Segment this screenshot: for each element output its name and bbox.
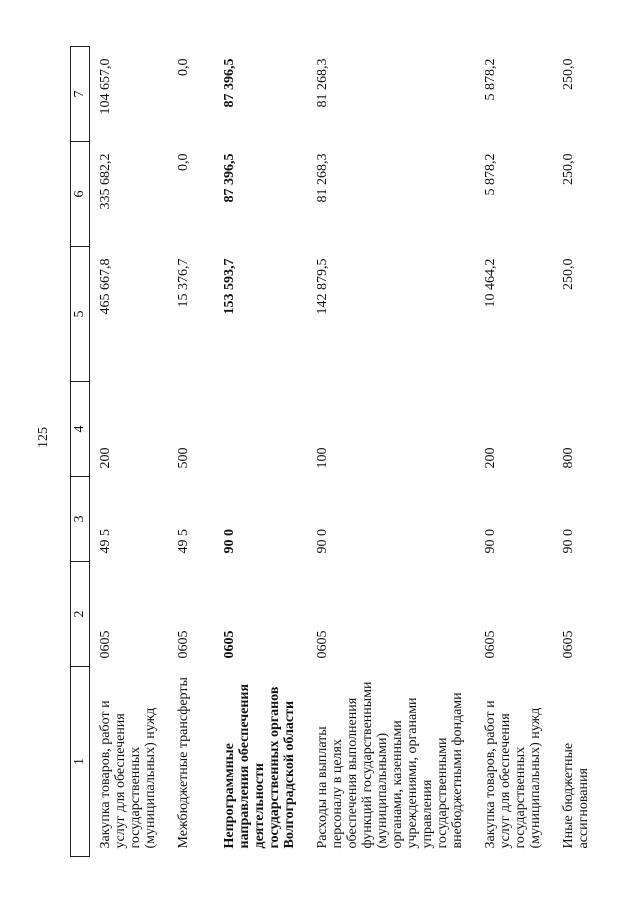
page-number: 125 <box>36 427 51 448</box>
target-code: 90 0 <box>561 529 576 554</box>
header-col-3: 3 <box>71 477 90 562</box>
table-row <box>553 47 601 857</box>
amount-col-5: 15 376,7 <box>176 258 191 308</box>
amount-col-6: 335 682,2 <box>98 153 113 210</box>
target-code: 49 5 <box>98 529 113 554</box>
header-col-4: 4 <box>71 382 90 477</box>
amount-col-6: 87 396,5 <box>222 153 237 203</box>
section-code: 0605 <box>561 630 576 659</box>
amount-col-7: 5 878,2 <box>483 58 498 101</box>
expense-type: 500 <box>176 447 191 469</box>
header-col-2: 2 <box>71 562 90 667</box>
table-row <box>168 47 214 857</box>
amount-col-6: 250,0 <box>561 153 576 185</box>
table-row <box>307 47 475 857</box>
header-col-6: 6 <box>71 142 90 247</box>
row-name: Расходы на выплаты персоналу в целях обеспечения выполнения функций государственными (муниципальными) органами, казенными учреждениями, органами управления государственными внебюджетными фондами <box>315 681 465 849</box>
row-name: Непрограммные направления обеспечения деятельности государственных органов Волгоградской области <box>222 683 297 849</box>
table-row <box>475 47 553 857</box>
expense-type: 200 <box>483 447 498 469</box>
expense-type: 200 <box>98 447 113 469</box>
target-code: 90 0 <box>222 529 237 554</box>
header-row <box>71 47 90 857</box>
section-code: 0605 <box>98 630 113 659</box>
amount-col-7: 250,0 <box>561 58 576 90</box>
section-code: 0605 <box>176 630 191 659</box>
amount-col-5: 10 464,2 <box>483 258 498 308</box>
amount-col-6: 0,0 <box>176 153 191 171</box>
row-name: Иные бюджетные ассигнования <box>561 742 591 849</box>
amount-col-6: 81 268,3 <box>315 153 330 203</box>
header-col-5: 5 <box>71 247 90 382</box>
rotated-table-container <box>70 47 591 857</box>
amount-col-6: 5 878,2 <box>483 153 498 196</box>
expense-type: 800 <box>561 447 576 469</box>
row-name: Закупка товаров, работ и услуг для обеспечения государственных (муниципальных) нужд <box>98 700 158 849</box>
amount-col-5: 142 879,5 <box>315 258 330 315</box>
amount-col-5: 153 593,7 <box>222 258 237 315</box>
budget-table <box>70 46 601 857</box>
amount-col-7: 87 396,5 <box>222 58 237 108</box>
table-row <box>90 47 169 857</box>
target-code: 90 0 <box>315 529 330 554</box>
row-name: Закупка товаров, работ и услуг для обеспечения государственных (муниципальных) нужд <box>483 700 543 849</box>
table-row <box>214 47 307 857</box>
header-col-1: 1 <box>71 667 90 857</box>
amount-col-7: 81 268,3 <box>315 58 330 108</box>
section-code: 0605 <box>315 630 330 659</box>
section-code: 0605 <box>483 630 498 659</box>
section-code: 0605 <box>222 630 237 659</box>
header-col-7: 7 <box>71 47 90 142</box>
target-code: 49 5 <box>176 529 191 554</box>
expense-type: 100 <box>315 447 330 469</box>
row-name: Межбюджетные трансферты <box>176 677 191 849</box>
amount-col-5: 250,0 <box>561 258 576 290</box>
amount-col-7: 104 657,0 <box>98 58 113 115</box>
amount-col-5: 465 667,8 <box>98 258 113 315</box>
expense-type <box>214 382 307 477</box>
amount-col-7: 0,0 <box>176 58 191 76</box>
target-code: 90 0 <box>483 529 498 554</box>
